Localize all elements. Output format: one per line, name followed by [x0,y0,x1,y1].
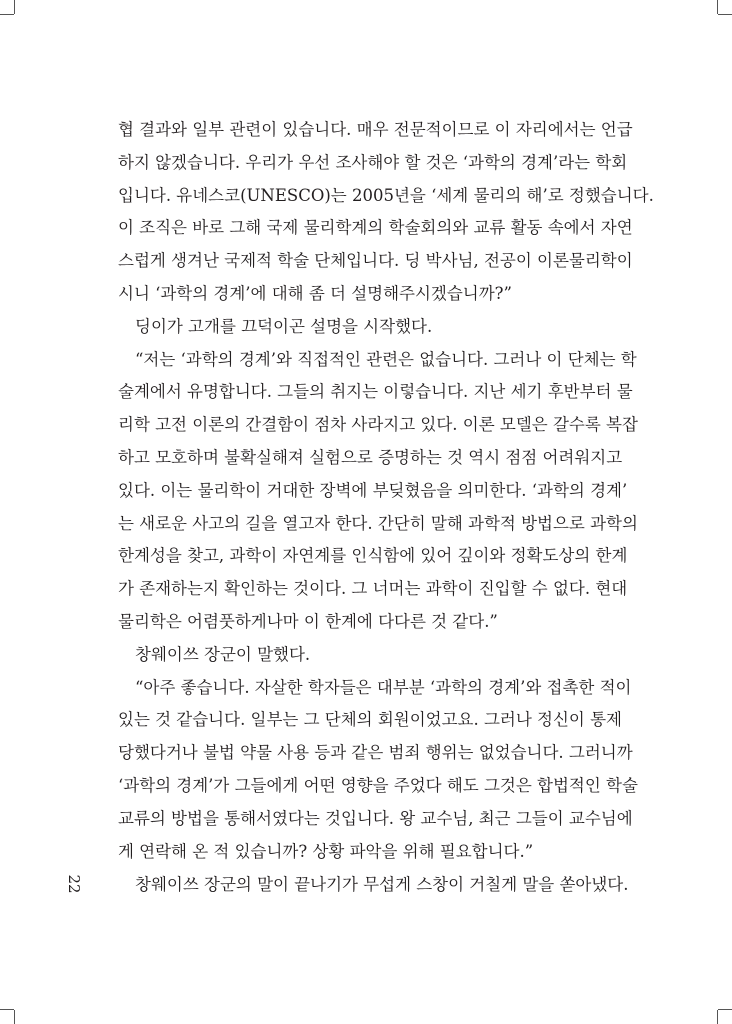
text-line: 한계성을 찾고, 과학이 자연계를 인식함에 있어 깊이와 정확도상의 한계 [118,546,628,565]
text-line: 있는 것 같습니다. 일부는 그 단체의 회원이었고요. 그러나 정신이 통제 [118,710,622,729]
text-line: 리학 고전 이론의 간결함이 점차 사라지고 있다. 이론 모델은 갈수록 복잡 [118,415,638,434]
text-line: 창웨이쓰 장군이 말했다. [135,645,311,664]
text-line: 스럽게 생겨난 국제적 학술 단체입니다. 딩 박사님, 전공이 이론물리학이 [118,251,633,270]
crop-line [717,0,718,14]
text-line: 게 연락해 온 적 있습니까? 상황 파악을 위해 필요합니다.” [118,842,534,861]
text-line: 당했다거나 불법 약물 사용 등과 같은 범죄 행위는 없었습니다. 그러니까 [118,743,633,762]
crop-line [0,1009,14,1010]
text-line: 시니 ‘과학의 경계’에 대해 좀 더 설명해주시겠습니까?” [118,284,512,303]
text-line: 는 새로운 사고의 길을 열고자 한다. 간단히 말해 과학적 방법으로 과학의 [118,514,638,533]
page-number: 22 [65,874,83,894]
text-line: 술계에서 유명합니다. 그들의 취지는 이렇습니다. 지난 세기 후반부터 물 [118,382,633,401]
text-line: 이 조직은 바로 그해 국제 물리학계의 학술회의와 교류 활동 속에서 자연 [118,218,633,237]
text-line: 물리학은 어렴풋하게나마 이 한계에 다다른 것 같다.” [118,612,498,631]
crop-line [718,1009,732,1010]
text-line: ‘과학의 경계’가 그들에게 어떤 영향을 주었다 해도 그것은 합법적인 학술 [118,776,638,795]
text-line: “아주 좋습니다. 자살한 학자들은 대부분 ‘과학의 경계’와 접촉한 적이 [135,678,632,697]
text-line: 있다. 이는 물리학이 거대한 장벽에 부딪혔음을 의미한다. ‘과학의 경계’ [118,481,628,500]
crop-line [14,1010,15,1024]
text-line: 교류의 방법을 통해서였다는 것입니다. 왕 교수님, 최근 그들이 교수님에 [118,809,633,828]
crop-line [717,1010,718,1024]
text-line: 창웨이쓰 장군의 말이 끝나기가 무섭게 스창이 거칠게 말을 쏟아냈다. [135,875,629,894]
text-line: 입니다. 유네스코(UNESCO)는 2005년을 ‘세계 물리의 해’로 정했습니다. [118,186,654,205]
text-line: 가 존재하는지 확인하는 것이다. 그 너머는 과학이 진입할 수 없다. 현대 [118,579,628,598]
crop-line [0,14,14,15]
text-line: 딩이가 고개를 끄덕이곤 설명을 시작했다. [135,317,433,336]
crop-line [14,0,15,14]
crop-line [718,14,732,15]
text-line: 하고 모호하며 불확실해져 실험으로 증명하는 것 역시 점점 어려워지고 [118,448,623,467]
text-line: 하지 않겠습니다. 우리가 우선 조사해야 할 것은 ‘과학의 경계’라는 학회 [118,153,628,172]
text-line: 협 결과와 일부 관련이 있습니다. 매우 전문적이므로 이 자리에서는 언급 [118,120,633,139]
text-line: “저는 ‘과학의 경계’와 직접적인 관련은 없습니다. 그러나 이 단체는 학 [135,350,637,369]
